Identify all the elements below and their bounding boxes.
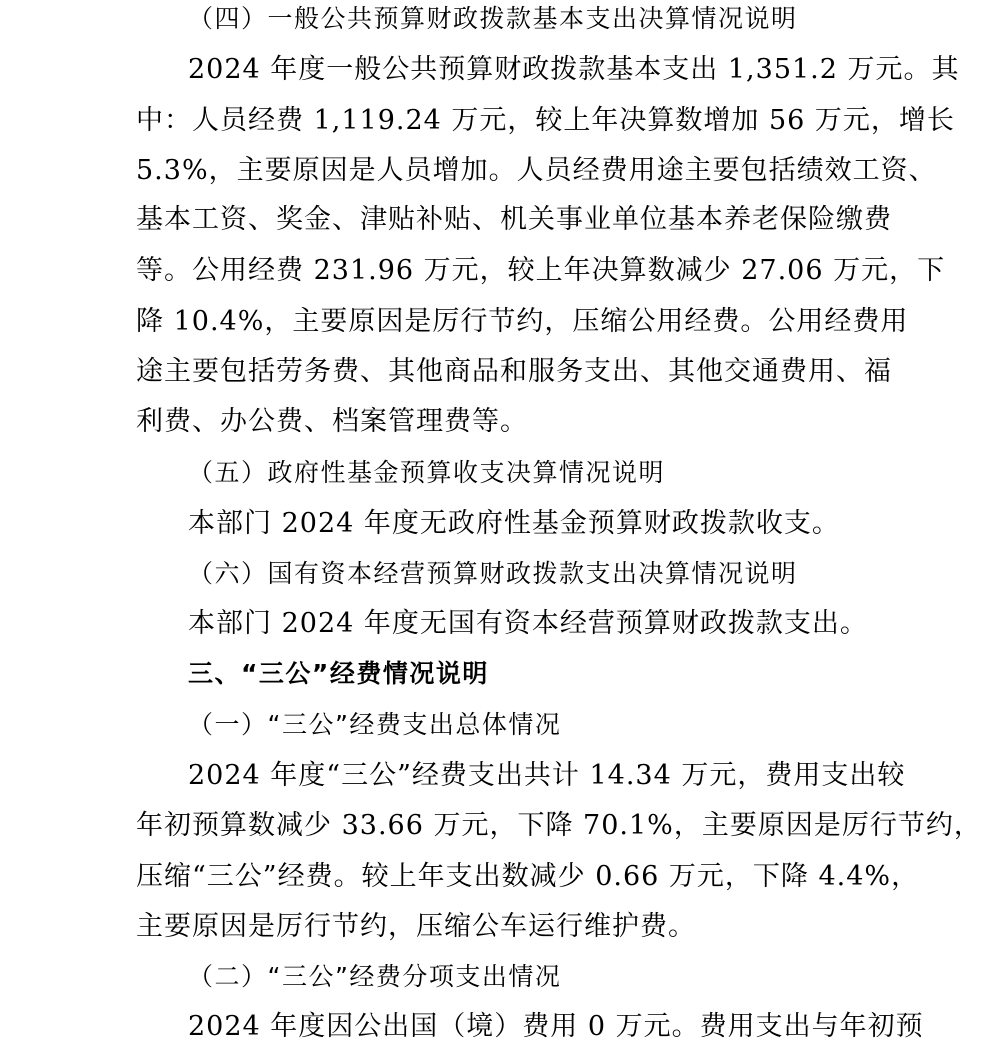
section-title-three-public-expenses: 三、“三公”经费情况说明 [188,659,489,688]
paragraph-line: 压缩“三公”经费。较上年支出数减少 0.66 万元，下降 4.4%， [136,861,920,892]
heading-general-budget-basic-expenditure: （四）一般公共预算财政拨款基本支出决算情况说明 [188,4,798,33]
paragraph-line: 本部门 2024 年度无政府性基金预算财政拨款收支。 [188,508,840,539]
paragraph-line: 途主要包括劳务费、其他商品和服务支出、其他交通费用、福 [136,356,892,387]
heading-three-public-overall: （一）“三公”经费支出总体情况 [188,710,562,739]
paragraph-line: 2024 年度因公出国（境）费用 0 万元。费用支出与年初预 [188,1011,924,1042]
heading-state-capital-budget: （六）国有资本经营预算财政拨款支出决算情况说明 [188,559,798,588]
heading-government-fund-budget: （五）政府性基金预算收支决算情况说明 [188,458,666,487]
paragraph-line: 等。公用经费 231.96 万元，较上年决算数减少 27.06 万元，下 [136,255,946,286]
paragraph-line: 年初预算数减少 33.66 万元，下降 70.1%，主要原因是厉行节约， [136,810,982,841]
paragraph-line: 中：人员经费 1,119.24 万元，较上年决算数增加 56 万元，增长 [136,105,955,136]
paragraph-line: 本部门 2024 年度无国有资本经营预算财政拨款支出。 [188,608,868,639]
paragraph-line: 2024 年度“三公”经费支出共计 14.34 万元，费用支出较 [188,760,906,791]
paragraph-line: 2024 年度一般公共预算财政拨款基本支出 1,351.2 万元。其 [188,54,960,85]
paragraph-line: 主要原因是厉行节约，压缩公车运行维护费。 [136,911,696,942]
paragraph-line: 利费、办公费、档案管理费等。 [136,406,528,437]
paragraph-line: 5.3%，主要原因是人员增加。人员经费用途主要包括绩效工资、 [136,155,937,186]
paragraph-line: 降 10.4%，主要原因是厉行节约，压缩公用经费。公用经费用 [136,306,909,337]
heading-three-public-itemized: （二）“三公”经费分项支出情况 [188,962,562,991]
paragraph-line: 基本工资、奖金、津贴补贴、机关事业单位基本养老保险缴费 [136,204,892,235]
